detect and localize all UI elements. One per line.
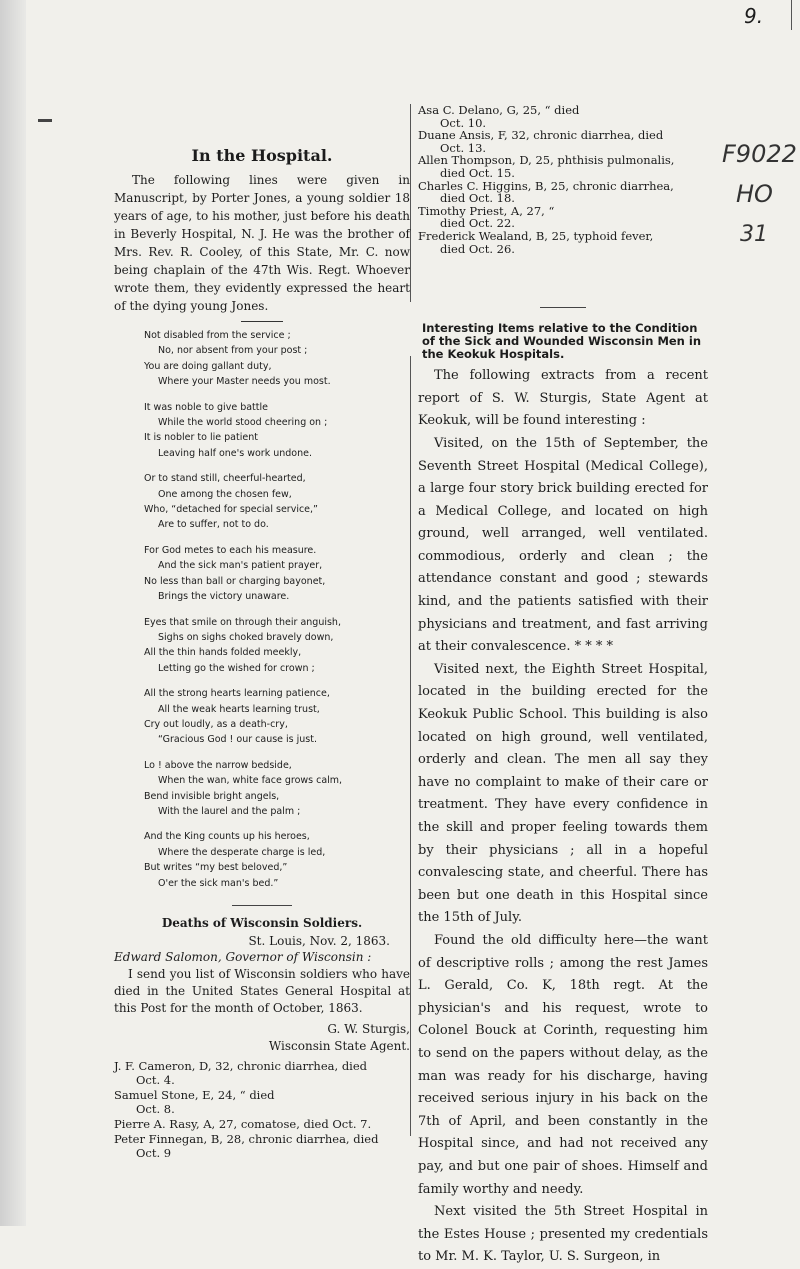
poem-line: All the strong hearts learning patience,	[144, 688, 330, 700]
poem-line: “Gracious God ! our cause is just.	[158, 734, 317, 746]
death-entry-date: died Oct. 26.	[440, 241, 515, 256]
poem-line: Brings the victory unaware.	[158, 591, 290, 603]
deaths-title: Deaths of Wisconsin Soldiers.	[161, 916, 363, 930]
death-entry	[418, 180, 708, 205]
death-entry-date: died Oct. 22.	[440, 216, 515, 231]
death-entry	[418, 104, 708, 129]
poem-line: With the laurel and the palm ;	[158, 805, 301, 817]
death-entry-date: Oct. 9	[136, 1146, 172, 1160]
poem-line: One among the chosen few,	[158, 488, 292, 500]
deaths-body: I send you list of Wisconsin soldiers who have died in the United States General Hospital at this Post for the month of October, 1863.	[114, 967, 410, 1015]
death-entry-date: Oct. 4.	[136, 1073, 175, 1087]
death-entry	[114, 1088, 410, 1116]
handwritten-note-2: HO	[736, 180, 773, 208]
poem-line: It is nobler to lie patient	[144, 432, 258, 444]
death-entry-date: died Oct. 15.	[440, 165, 515, 180]
handwritten-note-1: F9022	[722, 140, 797, 168]
poem-line: No less than ball or charging bayonet,	[144, 575, 326, 587]
death-entry	[418, 205, 708, 230]
poem-stanza	[144, 400, 410, 462]
poem-line: And the King counts up his heroes,	[144, 831, 310, 843]
deaths-dateline: St. Louis, Nov. 2, 1863.	[248, 934, 390, 948]
poem-line: All the thin hands folded meekly,	[144, 647, 302, 659]
death-entry	[114, 1117, 410, 1131]
left-column	[114, 104, 410, 1161]
right-column	[418, 104, 708, 1269]
column-rule-bottom	[410, 356, 411, 1136]
handwritten-note-3: 31	[740, 222, 768, 247]
death-entry-line: Peter Finnegan, B, 28, chronic diarrhea, died	[114, 1132, 379, 1146]
poem-line: It was noble to give battle	[144, 401, 268, 413]
poem-stanza	[144, 686, 410, 748]
poem-line: Eyes that smile on through their anguish,	[144, 616, 341, 628]
poem-line: And the sick man's patient prayer,	[158, 560, 323, 572]
page-number: 9.	[744, 4, 784, 26]
hospital-article-title: Interesting Items relative to the Condition of the Sick and Wounded Wisconsin Men in the Keokuk Hospitals.	[422, 321, 702, 362]
poem-stanza	[144, 615, 410, 677]
signature-title: Wisconsin State Agent.	[268, 1039, 410, 1053]
death-entry-date: died Oct. 18.	[440, 191, 515, 206]
poem-line: Where the desperate charge is led,	[158, 846, 326, 858]
poem-line: No, nor absent from your post ;	[158, 345, 308, 357]
poem-line: Are to suffer, not to do.	[158, 519, 269, 531]
poem-line: When the wan, white face grows calm,	[158, 775, 343, 787]
death-list-left	[114, 1059, 410, 1160]
poem-title: In the Hospital.	[191, 146, 333, 165]
death-entry-line: Pierre A. Rasy, A, 27, comatose, died Oct. 7.	[114, 1117, 372, 1131]
margin-mark	[38, 119, 52, 122]
death-list-right	[418, 104, 708, 255]
poem-stanza	[144, 829, 410, 891]
death-entry-line: J. F. Cameron, D, 32, chronic diarrhea, died	[114, 1059, 368, 1073]
poem-stanza	[144, 543, 410, 605]
death-entry-line: Charles C. Higgins, B, 25, chronic diarrhea,	[418, 178, 674, 193]
divider	[241, 321, 283, 322]
signature-name: G. W. Sturgis,	[327, 1022, 410, 1036]
death-entry-date: Oct. 10.	[440, 115, 487, 130]
poem-line: All the weak hearts learning trust,	[158, 703, 320, 715]
poem-line: You are doing gallant duty,	[144, 360, 272, 372]
death-entry-line: Samuel Stone, E, 24, “ died	[114, 1088, 275, 1102]
poem-line: While the world stood cheering on ;	[158, 417, 328, 429]
death-entry	[418, 230, 708, 255]
poem-line: But writes “my best beloved,”	[144, 862, 288, 874]
column-rule-top	[410, 104, 411, 302]
death-entry-line: Asa C. Delano, G, 25, “ died	[418, 103, 580, 117]
divider	[540, 307, 586, 308]
poem-stanza	[144, 471, 410, 533]
hospital-article-body	[418, 365, 708, 1269]
poem-line: Sighs on sighs choked bravely down,	[158, 631, 334, 643]
poem-line: Letting go the wished for crown ;	[158, 662, 315, 674]
death-entry	[114, 1059, 410, 1087]
death-entry	[418, 129, 708, 154]
poem-stanza	[144, 328, 410, 390]
poem-line: Or to stand still, cheerful-hearted,	[144, 473, 306, 485]
poem-stanza	[144, 758, 410, 820]
death-entry-line: Allen Thompson, D, 25, phthisis pulmonalis,	[418, 153, 675, 168]
death-entry	[114, 1132, 410, 1160]
signature	[114, 1021, 410, 1055]
hospital-paragraph: Found the old difficulty here—the want of descriptive rolls ; among the rest James L. Gerald, Co. K, 18th regt. At the physician's and his request, wrote to Colonel Bouck at Corinth, requesting him to send on the papers without delay, as the man was ready for his discharge, having received serious injury in his back on the 7th of April, and been constantly in the Hospital since, and had not received any pay, and but one pair of shoes. Himself and family worthy and needy.	[418, 932, 708, 1197]
poem-line: Cry out loudly, as a death-cry,	[144, 718, 288, 730]
poem-line: O'er the sick man's bed.”	[158, 877, 279, 889]
poem-stanzas	[114, 328, 410, 891]
hospital-paragraph: Visited, on the 15th of September, the Seventh Street Hospital (Medical College), a large four story brick building erected for a Medical College, and located on high ground, well arranged, well ventilated. commodious, orderly and clean ; the attendance constant and good ; stewards kind, and the patients satisfied with their physicians and treatment, and fast arriving at their convalescence. * * * *	[418, 435, 708, 655]
hospital-paragraph: Visited next, the Eighth Street Hospital, located in the building erected for the Keokuk Public School. This building is also located on high ground, well ventilated, orderly and clean. The men all say they have no complaint to make of their care or treatment. They have every confidence in the skill and proper feeling towards them by their physicians ; all in a hopeful convalescing state, and cheerful. There has been but one death in this Hospital since the 15th of July.	[418, 661, 708, 926]
poem-line: For God metes to each his measure.	[144, 544, 317, 556]
poem-line: Leaving half one's work undone.	[158, 447, 313, 459]
hospital-paragraph: The following extracts from a recent report of S. W. Sturgis, State Agent at Keokuk, will be found interesting :	[418, 368, 708, 429]
death-entry-line: Duane Ansis, F, 32, chronic diarrhea, died	[418, 128, 664, 143]
death-entry-line: Timothy Priest, A, 27, “	[418, 203, 555, 218]
poem-line: Who, “detached for special service,”	[144, 504, 318, 516]
hospital-paragraph: Next visited the 5th Street Hospital in the Estes House ; presented my credentials to Mr. M. K. Taylor, U. S. Surgeon, in	[418, 1204, 708, 1265]
divider	[232, 905, 292, 906]
death-entry-date: Oct. 8.	[136, 1102, 175, 1116]
poem-line: Bend invisible bright angels,	[144, 790, 280, 802]
poem-line: Not disabled from the service ;	[144, 330, 291, 341]
death-entry-date: Oct. 13.	[440, 140, 487, 155]
deaths-addressee: Edward Salomon, Governor of Wisconsin :	[114, 950, 372, 964]
death-entry-line: Frederick Wealand, B, 25, typhoid fever,	[418, 228, 654, 243]
poem-intro: The following lines were given in Manuscript, by Porter Jones, a young soldier 18 years of age, to his mother, just before his death in Beverly Hospital, N. J. He was the brother of Mrs. Rev. R. Cooley, of this State, Mr. C. now being chaplain of the 47th Wis. Regt. Whoever wrote them, they evidently expressed the heart of the dying young Jones.	[114, 173, 410, 313]
page-edge	[0, 0, 26, 1226]
poem-line: Lo ! above the narrow bedside,	[144, 759, 292, 771]
poem-line: Where your Master needs you most.	[158, 376, 331, 388]
death-entry	[418, 154, 708, 179]
